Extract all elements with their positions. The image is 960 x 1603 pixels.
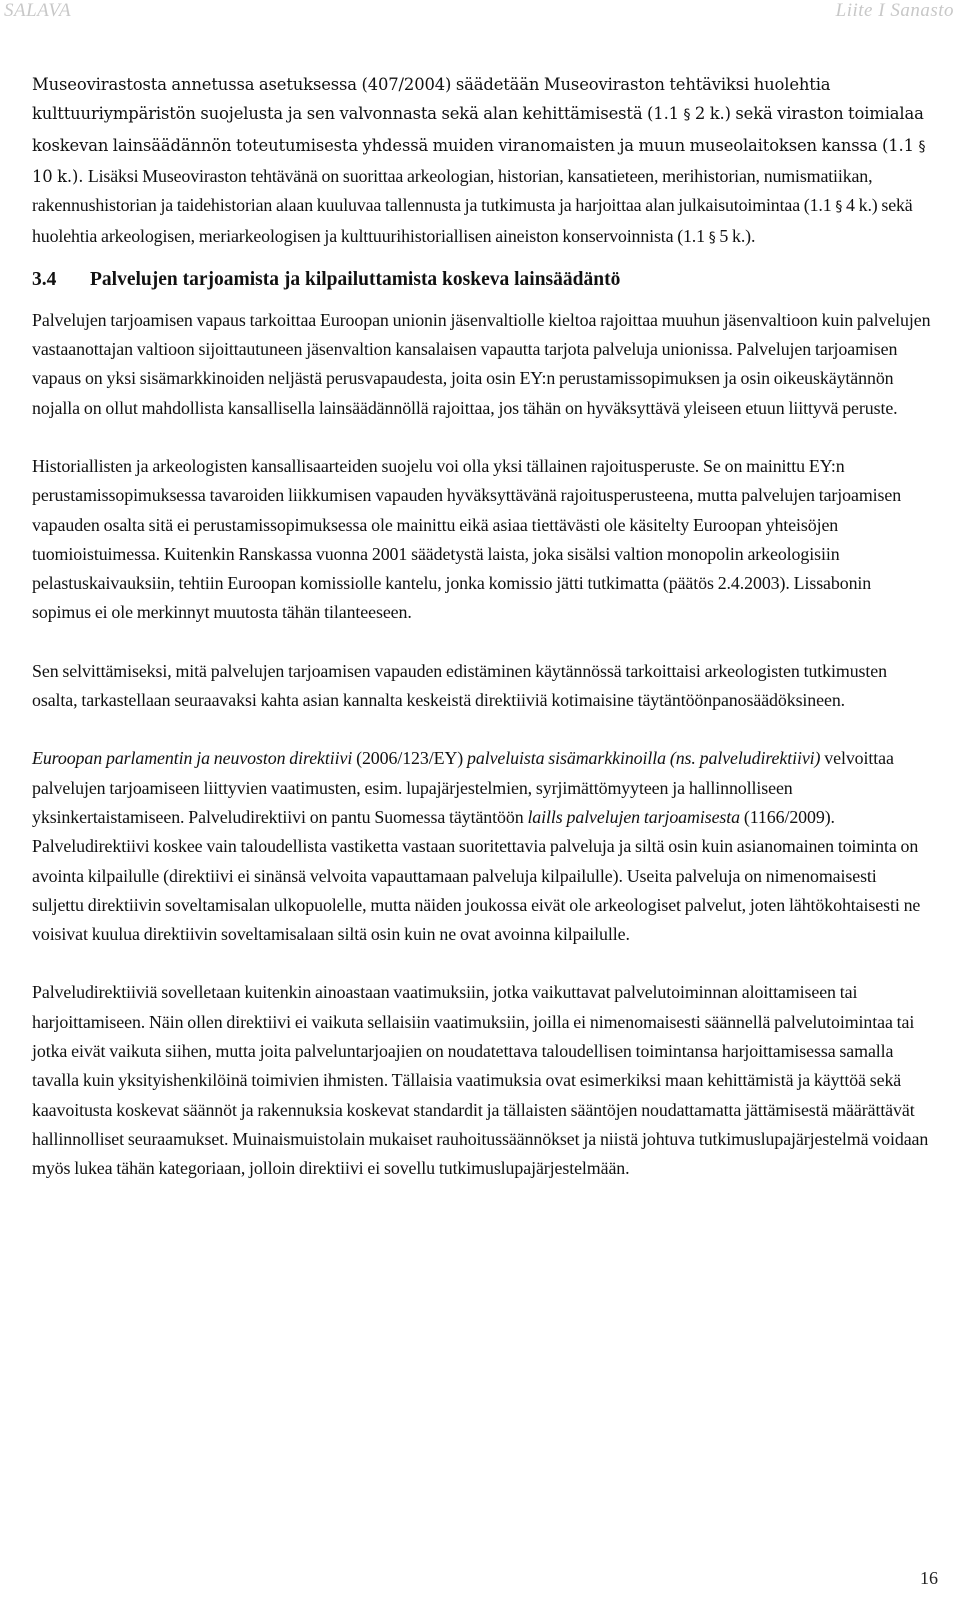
italic-text: laills palvelujen tarjoamisesta bbox=[527, 806, 740, 827]
header-left-title: SALAVA bbox=[4, 0, 72, 21]
section-number: 3.4 bbox=[32, 268, 57, 290]
section-heading bbox=[32, 266, 932, 294]
document-body bbox=[32, 70, 932, 1184]
paragraph-text: 2 k.) sekä viraston toimialaa koskevan lainsäädännön toteutumisesta yhdessä muiden viranomaisten ja muun museolaitoksen kanssa (1.1 bbox=[32, 104, 924, 155]
paragraph-national-treasures: Historiallisten ja arkeologisten kansallisaarteiden suojelu voi olla yksi tällainen rajoitusperuste. Se on mainittu EY:n perustamissopimuksessa tavaroiden liikkumisen vapauden hyväksyttävänä rajoitusperusteena, mutta palvelujen tarjoamisen vapauden osalta sitä ei perustamissopimuksessa ole mainittu eikä asiaa tiettävästi ole käsitelty Euroopan yhteisöjen tuomioistuimessa. Kuitenkin Ranskassa vuonna 2001 säädetystä laista, joka sisälsi valtion monopolin arkeologisiin pelastuskaivauksiin, tehtiin Euroopan komissiolle kantelu, jonka komissio jätti tutkimatta (päätös 2.4.2003). Lissabonin sopimus ei ole merkinnyt muutosta tähän tilanteeseen. bbox=[32, 455, 902, 623]
paragraph-text: Museovirastosta annetussa asetuksessa (407/2004) säädetään Museoviraston tehtäviksi huolehtia kulttuuriympäristön suojelusta ja sen valvonnasta sekä alan kehittämisestä (1.1 bbox=[32, 75, 831, 124]
paragraph-gap bbox=[32, 949, 932, 978]
section-symbol: § bbox=[683, 107, 691, 124]
paragraph-text: 4 k.) sekä huolehtia arkeologisen, meriarkeologisen ja kulttuurihistoriallisen aineiston konservoinnista (1.1 bbox=[32, 195, 913, 247]
paragraph-gap bbox=[32, 715, 932, 744]
italic-text: Euroopan parlamentin ja neuvoston direktiivi bbox=[32, 748, 353, 769]
page-header bbox=[0, 0, 960, 24]
section-symbol: § bbox=[708, 230, 716, 247]
paragraph-text: 5 k.). bbox=[715, 226, 756, 247]
italic-text: palveluista sisämarkkinoilla (ns. palveludirektiivi) bbox=[467, 748, 821, 769]
paragraph-museovirasto bbox=[32, 70, 932, 254]
paragraph-directives-intro: Sen selvittämiseksi, mitä palvelujen tarjoamisen vapauden edistäminen käytännössä tarkoittaisi arkeologisten tutkimusten osalta, tarkastellaan seuraavaksi kahta asian kannalta keskeistä direktiiviä kotimaisine täytäntöönpanosäädöksineen. bbox=[32, 660, 887, 711]
paragraph-directive-scope: Palveludirektiiviä sovelletaan kuitenkin ainoastaan vaatimuksiin, jotka vaikuttavat palvelutoiminnan aloittamiseen tai harjoittamiseen. Näin ollen direktiivi ei vaikuta sellaisiin vaatimuksiin, joilla ei nimenomaisesti säännellä palvelutoimintaa tai jotka eivät vaikuta siihen, mutta joita palveluntarjoajien on noudatettava taloudellisen toimintansa harjoittamisessa samalla tavalla kuin yksityishenkilöinä toimivien ihmisten. Tällaisia vaatimuksia ovat esimerkiksi maan kehittämistä ja käyttöä sekä kaavoitusta koskevat säännöt ja rakennuksia koskevat standardit ja tällaisten sääntöjen noudattamatta jättämisestä määrättävät hallinnolliset seuraamukset. Muinaismuistolain mukaiset rauhoitussäännökset ja niistä johtuva tutkimuslupajärjestelmä voidaan myös lukea tähän kategoriaan, jolloin direktiivi ei sovellu tutkimuslupajärjestelmään. bbox=[32, 982, 929, 1179]
paragraph-text: (1166/2009). Palveludirektiivi koskee vain taloudellista vastiketta vastaan suoritettavia palveluja ja siltä osin kuin asianomainen toiminta on avointa kilpailulle (direktiivi ei sinänsä velvoita vapauttamaan palveluja kilpailulle). Useita palveluja on nimenomaisesti suljettu direktiivin soveltamisalan ulkopuolelle, mutta näiden joukossa eivät ole arkeologiset palvelut, joten lähtökohtaisesti ne voisivat kuulua direktiivin soveltamisalaan siltä osin kuin ne ovat avoinna kilpailulle. bbox=[32, 806, 921, 945]
paragraph-services-freedom: Palvelujen tarjoamisen vapaus tarkoittaa Euroopan unionin jäsenvaltiolle kieltoa rajoittaa muuhun jäsenvaltioon kuin palvelujen vastaanottajan valtioon sijoittautuneen jäsenvaltion kansalaisen vapautta tarjota palveluja unionissa. Palvelujen tarjoamisen vapaus on yksi sisämarkkinoiden neljästä perusvapaudesta, joita osin EY:n perustamissopimuksen ja osin oikeuskäytännön nojalla on ollut mahdollista kansallisella lainsäädännöllä rajoittaa, jos tähän on hyväksyttävä yleiseen etuun liittyvä peruste. bbox=[32, 309, 931, 418]
paragraph-text: Lisäksi Museoviraston tehtävänä on suorittaa arkeologian, historian, kansatieteen, merihistorian, numismatiikan, rakennushistorian ja taidehistorian alaan kuuluvaa tallennusta ja tutkimusta ja harjoittaa alan julkaisutoimintaa (1.1 bbox=[32, 165, 873, 216]
paragraph-gap bbox=[32, 628, 932, 657]
page-number: 16 bbox=[920, 1568, 938, 1588]
paragraph-text: (2006/123/EY) bbox=[352, 748, 468, 769]
section-symbol: § bbox=[835, 199, 843, 216]
section-symbol: § bbox=[918, 138, 926, 155]
header-right-title: Liite I Sanasto bbox=[835, 0, 954, 21]
paragraph-text: 10 k.). bbox=[32, 166, 88, 186]
paragraph-gap bbox=[32, 423, 932, 452]
section-title: Palvelujen tarjoamista ja kilpailuttamista koskeva lainsäädäntö bbox=[90, 268, 621, 290]
paragraph-text: velvoittaa palvelujen tarjoamiseen liittyvien vaatimusten, esim. lupajärjestelmien, syrjimättömyyteen ja hallinnolliseen yksinkertaistamiseen. Palveludirektiivi on pantu Suomessa täytäntöön bbox=[32, 748, 894, 827]
paragraph-services-directive bbox=[32, 744, 932, 949]
